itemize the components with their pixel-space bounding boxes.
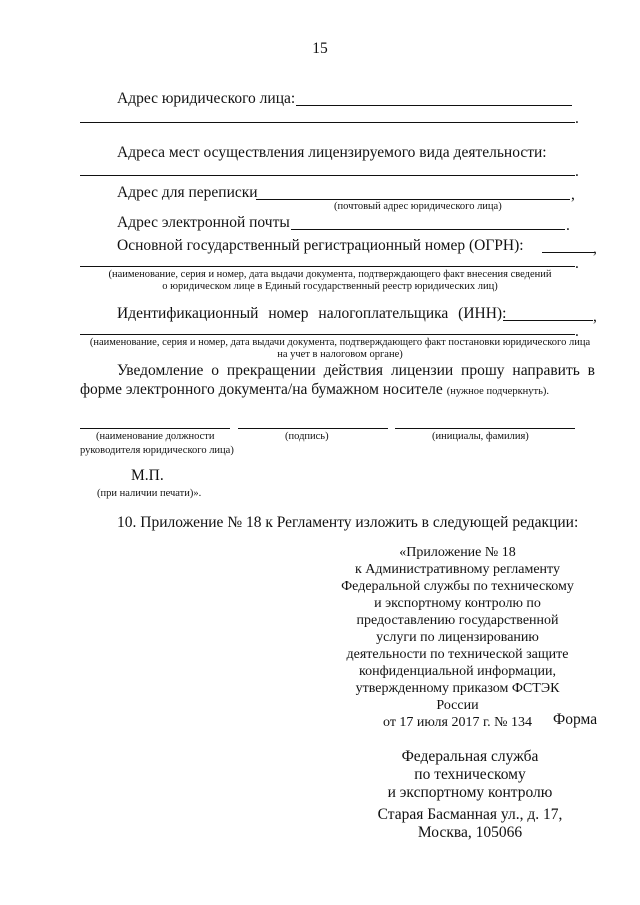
mail-address-hint: (почтовый адрес юридического лица) (334, 201, 502, 212)
appendix-line: конфиденциальной информации, (359, 664, 556, 679)
addressee-line-1: Федеральная служба (401, 748, 539, 765)
ogrn-field[interactable] (542, 252, 594, 253)
appendix-line: «Приложение № 18 (399, 545, 516, 560)
inn-note-line-1: (наименование, серия и номер, дата выдачи документа, подтверждающего факт постановки юридического лица (89, 337, 591, 348)
appendix-line: к Административному регламенту (355, 562, 560, 577)
form-label: Форма (553, 711, 598, 728)
period-mark: . (566, 217, 570, 234)
inn-document-field[interactable] (80, 334, 575, 335)
appendix-line: предоставлению государственной (356, 613, 559, 628)
address-line-2: Москва, 105066 (417, 824, 523, 841)
ogrn-note-line-1: (наименование, серия и номер, дата выдачи документа, подтверждающего факт внесения сведений (108, 269, 552, 280)
addressee-line-2: по техническому (414, 766, 526, 783)
stamp-label: М.П. (131, 467, 164, 484)
ogrn-label: Основной государственный регистрационный номер (ОГРН): (117, 237, 524, 254)
period-mark: . (575, 323, 579, 340)
ogrn-note-line-2: о юридическом лице в Единый государственный реестр юридических лиц) (162, 281, 498, 292)
comma-mark: , (571, 186, 575, 203)
notice-hint: (нужное подчеркнуть). (446, 386, 550, 397)
position-field[interactable] (80, 428, 230, 429)
activity-places-field[interactable] (80, 175, 575, 176)
ogrn-document-field[interactable] (80, 266, 575, 267)
legal-address-label: Адрес юридического лица: (117, 90, 296, 107)
comma-mark: , (593, 308, 597, 325)
legal-address-field[interactable] (296, 105, 572, 106)
period-mark: . (575, 110, 579, 127)
stamp-note: (при наличии печати)». (97, 488, 202, 499)
email-field[interactable] (291, 229, 565, 230)
page-number: 15 (312, 40, 328, 57)
address-line-1: Старая Басманная ул., д. 17, (377, 806, 563, 823)
comma-mark: , (593, 240, 597, 257)
notice-text: форме электронного документа/на бумажном носителе (80, 381, 443, 398)
sig-position-caption-2: руководителя юридического лица) (80, 445, 234, 456)
appendix-line: Федеральной службы по техническому (341, 579, 574, 594)
period-mark: . (575, 255, 579, 272)
legal-address-field-continued[interactable] (80, 122, 575, 123)
inn-field[interactable] (503, 320, 593, 321)
appendix-header (340, 544, 575, 731)
appendix-line: услуги по лицензированию (376, 630, 539, 645)
appendix-line: деятельности по технической защите (346, 647, 569, 662)
item-10-text: 10. Приложение № 18 к Регламенту изложить в следующей редакции: (117, 514, 579, 531)
activity-places-label: Адреса мест осуществления лицензируемого вида деятельности: (117, 144, 547, 161)
addressee-line-3: и экспортному контролю (387, 784, 553, 801)
period-mark: . (575, 163, 579, 180)
appendix-line: утвержденному приказом ФСТЭК России (355, 681, 560, 713)
sig-position-caption: (наименование должности (96, 431, 215, 442)
notice-line-1: Уведомление о прекращении действия лицензии прошу направить в (117, 362, 595, 379)
inn-note-line-2: на учет в налоговом органе) (277, 349, 403, 360)
signature-field[interactable] (238, 428, 388, 429)
name-field[interactable] (395, 428, 575, 429)
mail-address-label: Адрес для переписки (117, 184, 258, 201)
appendix-line: от 17 июля 2017 г. № 134 (383, 715, 532, 730)
mail-address-field[interactable] (256, 199, 570, 200)
email-label: Адрес электронной почты (117, 214, 290, 231)
appendix-line: и экспортному контролю по (374, 596, 541, 611)
sig-signature-caption: (подпись) (285, 431, 329, 442)
inn-label: Идентификационный номер налогоплательщика (ИНН): (117, 305, 507, 322)
notice-line-2 (80, 382, 549, 398)
sig-name-caption: (инициалы, фамилия) (432, 431, 529, 442)
